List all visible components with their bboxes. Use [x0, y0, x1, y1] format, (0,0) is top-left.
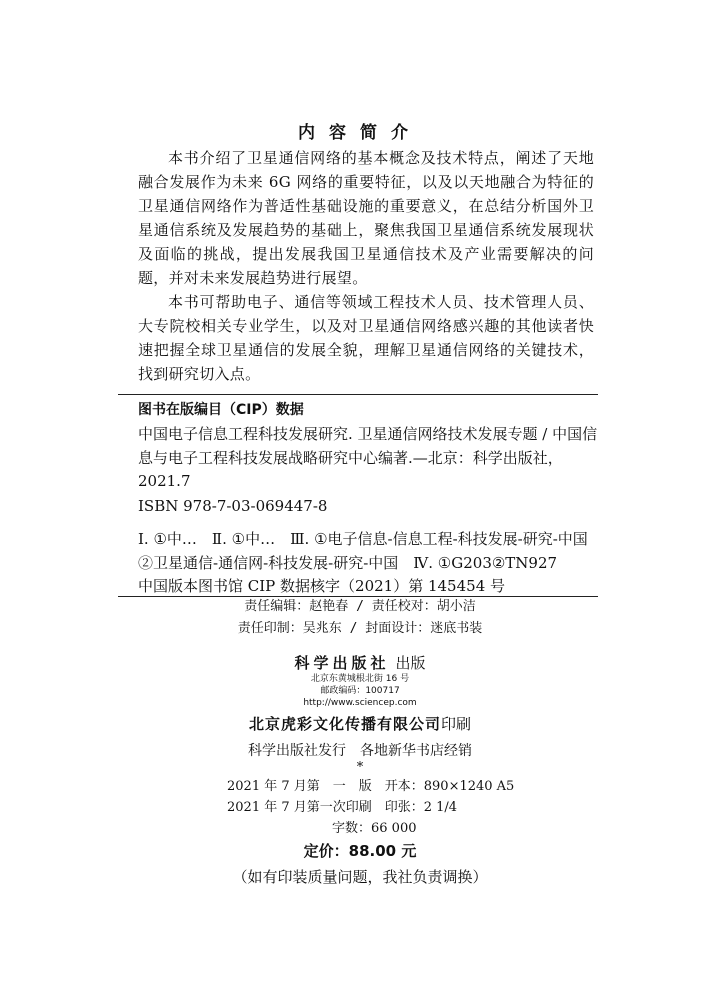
publisher-address: 北京东黄城根北街 16 号 — [310, 674, 410, 684]
separator-star: * — [356, 760, 364, 775]
publisher-suffix: 出版 — [395, 654, 426, 672]
publisher-website: http://www.sciencep.com — [303, 698, 417, 708]
edition-block — [227, 776, 547, 839]
publisher-postcode: 邮政编码：100717 — [320, 686, 400, 696]
intro-title: 内容简介 — [298, 123, 422, 143]
intro-paragraph-1: 本书介绍了卫星通信网络的基本概念及技术特点，阐述了天地融合发展作为未来 6G 网络的重要特征，以及以天地融合为特征的卫星通信网络作为普适性基础设施的重要意义，在总结分析国外卫星通信系统及发展趋势的基础上，聚焦我国卫星通信系统发展现状及面临的挑战，提出发展我国卫星通信技术及产业需要解决的问题，并对未来发展趋势进行展望。 — [138, 149, 594, 287]
printer-suffix: 印刷 — [441, 715, 472, 733]
price-row — [0, 840, 720, 861]
cip-block — [138, 400, 598, 599]
credits-production-line: 责任印制：吴兆东 / 封面设计：迷底书装 — [237, 621, 483, 636]
credits-block — [0, 596, 720, 640]
quality-notice: （如有印装质量问题，我社负责调换） — [232, 868, 488, 886]
credits-editor-line: 责任编辑：赵艳春 / 责任校对：胡小洁 — [244, 599, 476, 614]
printing-line: 2021 年 7 月第一次印刷 印张：2 1/4 — [227, 800, 458, 815]
price-value: 88.00 元 — [348, 842, 417, 860]
distribution-line: 科学出版社发行 各地新华书店经销 — [248, 743, 472, 759]
cip-heading: 图书在版编目（CIP）数据 — [138, 402, 304, 418]
top-divider — [118, 394, 598, 395]
cip-record-number: 中国版本图书馆 CIP 数据核字（2021）第 145454 号 — [138, 577, 506, 595]
publisher-block — [0, 652, 720, 760]
intro-paragraph-2: 本书可帮助电子、通信等领域工程技术人员、技术管理人员、大专院校相关专业学生，以及对卫星通信网络感兴趣的其他读者快速把握全球卫星通信的发展全貌，理解卫星通信网络的关键技术，找到研究切入点。 — [138, 293, 594, 383]
printer-name: 北京虎彩文化传播有限公司 — [248, 715, 441, 733]
cip-entry: 中国电子信息工程科技发展研究. 卫星通信网络技术发展专题 / 中国信息与电子工程科技发展战略研究中心编著.—北京：科学出版社，2021.7 — [138, 425, 598, 490]
edition-line: 2021 年 7 月第 一 版 开本：890×1240 A5 — [227, 779, 515, 794]
publisher-name: 科学出版社 — [294, 654, 390, 672]
cip-classification: Ⅰ. ①中… Ⅱ. ①中… Ⅲ. ①电子信息-信息工程-科技发展-研究-中国②卫星通信-通信网-科技发展-研究-中国 Ⅳ. ①G203②TN927 — [138, 530, 588, 572]
cip-isbn: ISBN 978-7-03-069447-8 — [138, 496, 328, 515]
price-label: 定价： — [303, 842, 349, 860]
intro-body — [138, 146, 594, 386]
word-count: 字数：66 000 — [332, 821, 417, 836]
